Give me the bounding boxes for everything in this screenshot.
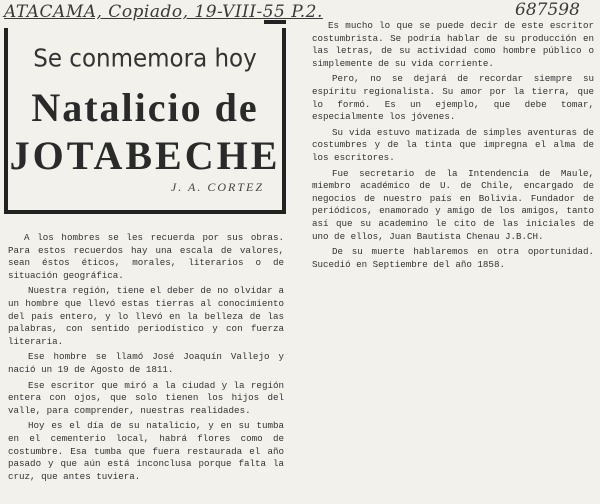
handwritten-source-note: ATACAMA, Copiado, 19-VIII-55 P.2. — [4, 2, 323, 22]
article-subtitle: Se conmemora hoy — [33, 44, 257, 74]
paragraph: Nuestra región, tiene el deber de no olvidar a un hombre que llevó estas tierras al conocimiento del país entero, y lo llevó en la belleza de las palabras, con sentido periodístico y con fuerza literaria. — [8, 285, 284, 347]
right-text-column — [312, 20, 594, 274]
headline-line-1: Natalicio de — [31, 85, 259, 130]
paragraph: Su vida estuvo matizada de simples aventuras de costumbres y de la tinta que impregna el alma de los escritores. — [312, 126, 594, 163]
paragraph: Fue secretario de la Intendencia de Maule, miembro académico de U. de Chile, encargado de negocios de nuestro país en Bolivia. Fundador de periódicos, enamorado y amigo de los amigos, tanto así que su academino le cito de las iniciales de uno de ellos, Juan Bautista Chenau J.B.CH. — [312, 167, 594, 242]
headline-box — [4, 28, 286, 214]
left-text-column — [8, 232, 284, 486]
paragraph: Ese escritor que miró a la ciudad y la región entera con ojos, que solo tienen los hijos del valle, para comprender, nuestras realidades. — [8, 379, 284, 416]
paragraph: Es mucho lo que se puede decir de este escritor costumbrista. Se podría hablar de su producción en las letras, de su actividad como hombre público o simplemente de su vida corriente. — [312, 20, 594, 69]
paragraph: Pero, no se dejará de recordar siempre su espíritu regionalista. Su amor por la tierra, que lo formó. Es un ejemplo, que debe tomar, especialmente los jóvenes. — [312, 73, 594, 123]
paragraph: Ese hombre se llamó José Joaquín Vallejo y nació un 19 de Agosto de 1811. — [8, 351, 284, 375]
paragraph: A los hombres se les recuerda por sus obras. Para estos recuerdos hay una escala de valores, sean éstos éticos, morales, literarios o de situación geográfica. — [8, 232, 284, 281]
headline-line-2: JOTABECHE — [9, 133, 281, 178]
paragraph: De su muerte hablaremos en otra oportunidad. Sucedió en Septiembre del año 1858. — [312, 246, 594, 270]
handwritten-reference-number: 687598 — [515, 0, 580, 20]
paragraph: Hoy es el día de su natalicio, y en su tumba en el cementerio local, habrá flores como de costumbre. Esa tumba que fuera restaurada el año pasado y que aún está inconclusa porque falta la cruz, que antes tuviera. — [8, 420, 284, 482]
article-author: J. A. CORTEZ — [170, 180, 264, 194]
